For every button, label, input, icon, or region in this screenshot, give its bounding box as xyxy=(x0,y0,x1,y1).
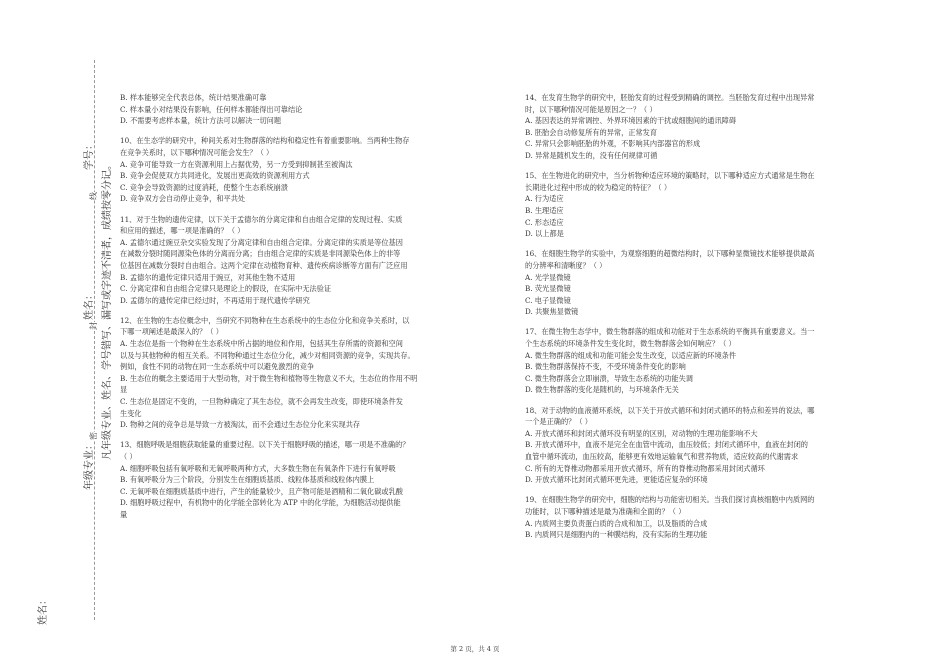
question-stem: 的分辨率和清晰度？（ ） xyxy=(525,260,607,270)
option-line: C. 所有的无脊椎动物都采用开放式循环，所有的脊椎动物都采用封闭式循环 xyxy=(525,463,765,473)
option-line: B. 有氧呼吸分为三个阶段，分别发生在细胞质基质、线粒体基质和线粒体内膜上 xyxy=(120,475,375,485)
option-line: B. 竞争会促使双方共同进化，发展出更高效的资源利用方式 xyxy=(120,171,310,181)
binding-warning-text: 凡年级专业、姓名、学号错写、漏写或字迹不清者，成绩按零分记。 xyxy=(102,160,113,460)
page-number: 第 2 页，共 4 页 xyxy=(450,645,500,653)
option-line: A. 开放式循环和封闭式循环没有明显的区别，对动物的生理功能影响不大 xyxy=(525,428,758,438)
question-stem: 18、对于动物的血液循环系统，以下关于开放式循环和封闭式循环的特点和差异的说法，哪 xyxy=(525,405,815,415)
option-line: C. 异常只会影响胚胎的外观，不影响其内部器官的形成 xyxy=(525,139,701,149)
option-line: C. 分离定律和自由组合定律只是理论上的假设，在实际中无法验证 xyxy=(120,284,332,294)
option-line: D. 竞争双方会自动停止竞争，和平共处 xyxy=(120,194,246,204)
question-stem: 19、在细胞生物学的研究中，细胞的结构与功能密切相关。当我们探讨真核细胞中内质网的 xyxy=(525,495,815,505)
option-line: 在减数分裂时随同源染色体的分离而分离；自由组合定律的实质是非同源染色体上的非等 xyxy=(120,249,401,259)
option-line: D. 共聚焦显微镜 xyxy=(525,307,579,317)
binding-seal-xian: 线 xyxy=(89,192,98,200)
option-line: C. 样本量小对结果没有影响，任何样本都能得出可靠结论 xyxy=(120,104,303,114)
option-line: 例如，食性不同的动物在同一生态系统中可以避免激烈的竞争 xyxy=(120,362,315,372)
option-line: B. 荧光显微镜 xyxy=(525,284,571,294)
option-line: A. 基因表达的异常调控、外界环境因素的干扰或细胞间的通讯障碍 xyxy=(525,116,737,126)
option-line: A. 细胞呼吸包括有氧呼吸和无氧呼吸两种方式，大多数生物在有氧条件下进行有氧呼吸 xyxy=(120,463,396,473)
binding-seal-mi: 密 xyxy=(89,432,98,440)
option-line: B. 生态位的概念主要适用于大型动物，对于微生物和植物等生物意义不大，生态位的作用不明 xyxy=(120,373,418,383)
question-stem: 和应用的描述，哪一项是准确的？（ ） xyxy=(120,226,245,236)
right-column xyxy=(525,92,870,549)
binding-name-label: 姓名： xyxy=(38,595,49,625)
question-stem: 15、在生物进化的研究中，当分析物种适应环境的策略时，以下哪种适应方式通常是生物在 xyxy=(525,171,815,181)
question-15 xyxy=(525,170,870,240)
option-line: C. 电子显微镜 xyxy=(525,295,571,305)
option-line: D. 异常是随机发生的，没有任何规律可循 xyxy=(525,150,658,160)
question-stem: 14、在发育生物学的研究中，胚胎发育的过程受到精确的调控。当胚胎发育过程中出现异常 xyxy=(525,93,815,102)
option-line: A. 生态位是指一个物种在生态系统中所占据的地位和作用，包括其生存所需的资源和空间 xyxy=(120,339,403,349)
option-line: 血管中循环流动，血压较高，能够更有效地运输氧气和营养物质，适应较高的代谢需求 xyxy=(525,452,799,461)
option-line: B. 内质网只是细胞内的一种膜结构，没有实际的生理功能 xyxy=(525,530,708,540)
question-stem: 功能时，以下哪种描述是最为准确和全面的？（ ） xyxy=(525,506,686,516)
binding-major-label: 年级专业： xyxy=(84,440,95,490)
question-stem: 时，以下哪种情况可能是原因之一？（ ） xyxy=(525,104,657,114)
option-line: D. 以上都是 xyxy=(525,229,564,239)
question-stem: 12、在生物的生态位概念中，当研究不同物种在生态系统中的生态位分化和竞争关系时，以 xyxy=(120,315,410,325)
option-line: A. 竞争可能导致一方在资源利用上占据优势，另一方受到抑制甚至被淘汰 xyxy=(120,159,353,169)
question-11 xyxy=(120,214,460,307)
binding-id-label: 学号： xyxy=(84,140,95,170)
option-line: D. 细胞呼吸过程中，有机物中的化学能全部转化为 ATP 中的化学能，为细胞活动提供能 xyxy=(120,498,401,508)
binding-seal-feng: 封 xyxy=(89,322,98,330)
question-stem: 个生态系统的环境条件发生变化时，微生物群落会如何响应？（ ） xyxy=(525,339,736,349)
question-stem: 16、在细胞生物学的实验中，为观察细胞的超微结构时，以下哪种显微镜技术能够提供最高 xyxy=(525,249,815,259)
option-line: C. 竞争会导致资源的过度消耗，使整个生态系统崩溃 xyxy=(120,182,288,192)
option-line: A. 光学显微镜 xyxy=(525,272,571,282)
question-stem: 17、在微生物生态学中，微生物群落的组成和功能对于生态系统的平衡具有重要意义。当一 xyxy=(525,327,815,337)
option-line: A. 内质网主要负责蛋白质的合成和加工，以及脂质的合成 xyxy=(525,518,708,528)
option-line: B. 样本能够完全代表总体，统计结果准确可靠 xyxy=(120,93,267,102)
question-stem: 长期进化过程中形成的较为稳定的特征？（ ） xyxy=(525,182,672,192)
question-18 xyxy=(525,405,870,486)
option-line: A. 行为适应 xyxy=(525,194,564,204)
option-line: A. 微生物群落的组成和功能可能会发生改变，以适应新的环境条件 xyxy=(525,350,737,360)
question-10 xyxy=(120,135,460,205)
option-line: B. 生理适应 xyxy=(525,205,564,215)
option-line: 位基因在减数分裂时自由组合。这两个定律在动植物育种、遗传疾病诊断等方面有广泛应用 xyxy=(120,260,408,270)
question-stem: 10、在生态学的研究中，种间关系对生物群落的结构和稳定性有着重要影响。当两种生物存 xyxy=(120,136,410,146)
option-line: D. 微生物群落的变化是随机的，与环境条件无关 xyxy=(525,385,679,395)
option-line: C. 生态位是固定不变的，一旦物种确定了其生态位，就不会再发生改变，即使环境条件发 xyxy=(120,397,403,407)
option-line: C. 微生物群落会立即崩溃，导致生态系统的功能失调 xyxy=(525,373,693,383)
option-line: A. 孟德尔通过豌豆杂交实验发现了分离定律和自由组合定律。分离定律的实质是等位基因 xyxy=(120,237,403,247)
question-stem: 在竞争关系时，以下哪种情况可能会发生？（ ） xyxy=(120,147,274,157)
question-stem: 13、细胞呼吸是细胞获取能量的重要过程。以下关于细胞呼吸的描述，哪一项是不准确的？ xyxy=(120,440,410,450)
question-17 xyxy=(525,326,870,396)
option-line: B. 微生物群落保持不变，不受环境条件变化的影响 xyxy=(525,362,686,372)
option-line: B. 孟德尔的遗传定律只适用于豌豆，对其他生物不适用 xyxy=(120,272,296,282)
question-stem: （ ） xyxy=(120,452,137,461)
option-line: 以及与其他物种的相互关系。不同物种通过生态位分化，减少对相同资源的竞争，实现共存。 xyxy=(120,350,415,360)
page-footer xyxy=(0,644,950,653)
question-14 xyxy=(525,92,870,162)
question-12 xyxy=(120,315,460,431)
option-line: 量 xyxy=(120,509,128,519)
question-16 xyxy=(525,248,870,318)
option-line: D. 不需要考虑样本量，统计方法可以解决一切问题 xyxy=(120,116,282,126)
question-19 xyxy=(525,494,870,540)
carryover-options xyxy=(120,92,460,127)
option-line: 生变化 xyxy=(120,408,142,418)
question-stem: 下哪一项阐述是最深入的？（ ） xyxy=(120,327,223,337)
binding-margin xyxy=(20,60,115,625)
option-line: C. 无氧呼吸在细胞质基质中进行，产生的能量较少，且产物可能是酒精和二氧化碳或乳酸 xyxy=(120,486,403,496)
question-stem: 一个是正确的？（ ） xyxy=(525,417,592,427)
option-line: D. 开放式循环比封闭式循环更先进，更能适应复杂的环境 xyxy=(525,475,708,485)
option-line: D. 孟德尔的遗传定律已经过时，不再适用于现代遗传学研究 xyxy=(120,295,310,305)
left-column xyxy=(120,92,460,529)
option-line: C. 形态适应 xyxy=(525,217,564,227)
option-line: D. 物种之间的竞争总是导致一方被淘汰，而不会通过生态位分化来实现共存 xyxy=(120,420,361,430)
binding-name-field-label: 姓名： xyxy=(84,290,95,320)
option-line: B. 胚胎会自动修复所有的异常，正常发育 xyxy=(525,127,658,137)
option-line: B. 开放式循环中，血液不是完全在血管中流动，血压较低；封闭式循环中，血液在封闭的 xyxy=(525,440,808,450)
option-line: 显 xyxy=(120,385,128,395)
question-13 xyxy=(120,439,460,520)
question-stem: 11、对于生物的遗传定律，以下关于孟德尔的分离定律和自由组合定律的发现过程、实质 xyxy=(120,214,403,224)
